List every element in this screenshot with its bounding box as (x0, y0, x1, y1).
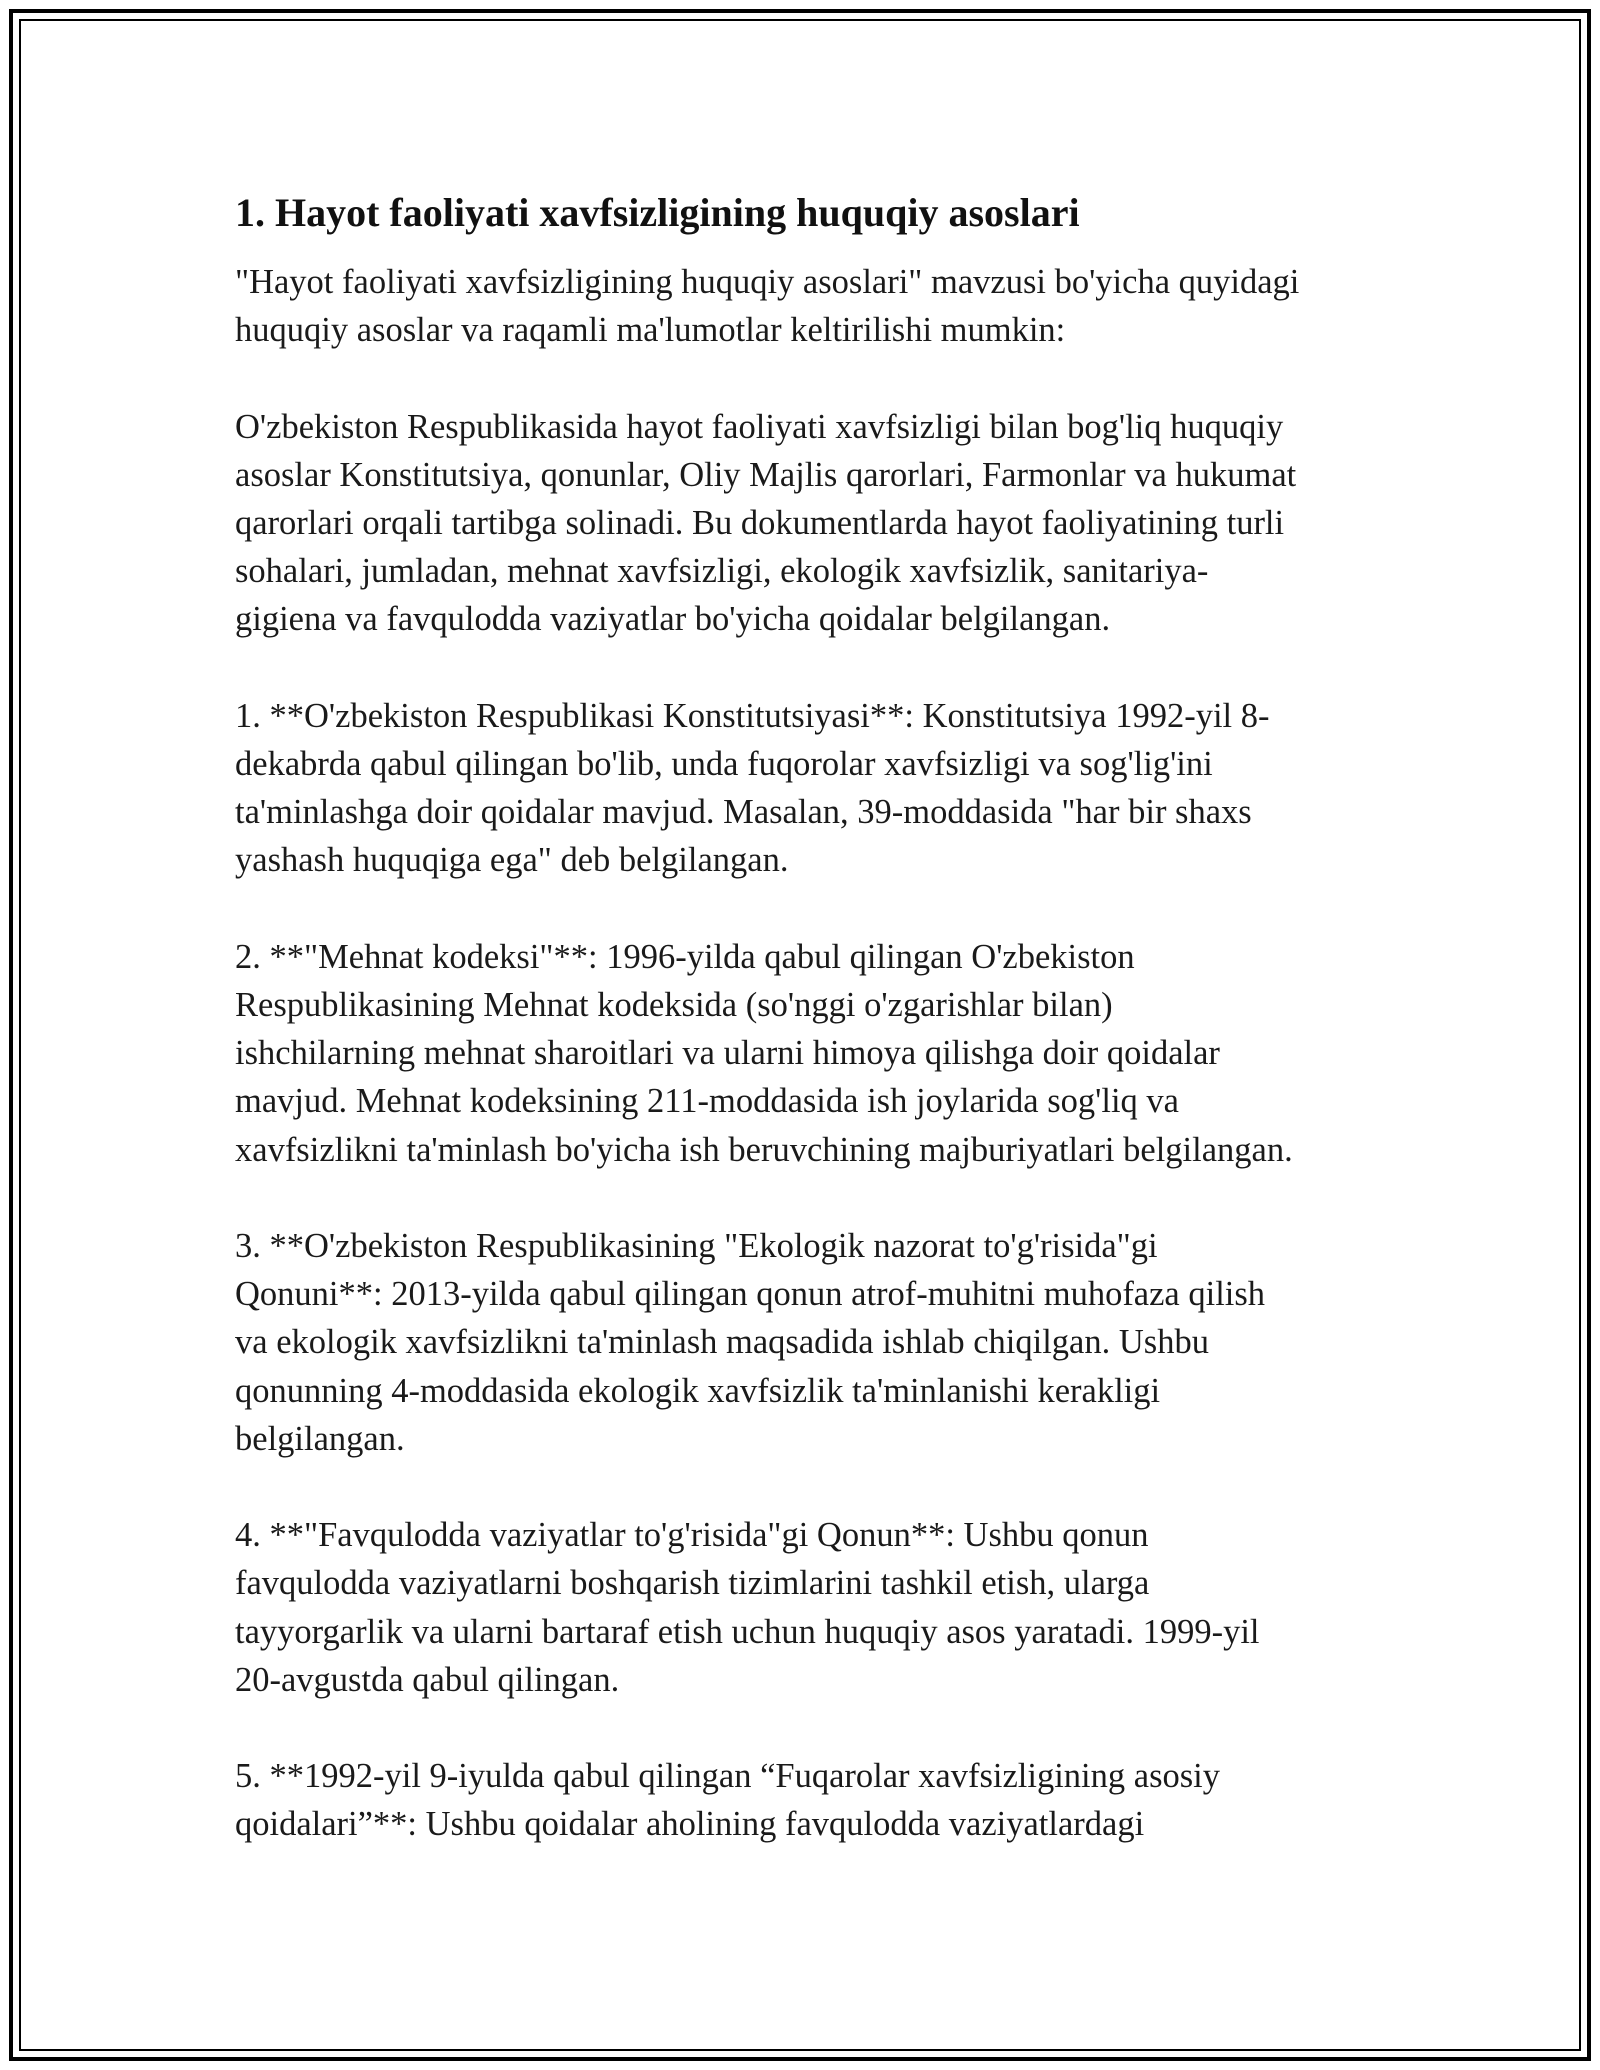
list-item-constitution: 1. **O'zbekiston Respublikasi Konstitutsiyasi**: Konstitutsiya 1992-yil 8- dekabrda qabul qilingan bo'lib, unda fuqorolar xavfsizligi va sog'lig'ini ta'minlashga doir qoidalar mavjud. Masalan, 39-moddasida "har bir shaxs yashash huquqiga ega" deb belgilangan. (235, 696, 1270, 880)
list-item-ecological-law: 3. **O'zbekiston Respublikasining "Ekologik nazorat to'g'risida"gi Qonuni**: 2013-yilda qabul qilingan qonun atrof-muhitni muhofaza qilish va ekologik xavfsizlikni ta'minlash maqsadida ishlab chiqilgan. Ushbu qonunning 4-moddasida ekologik xavfsizlik ta'minlanishi kerakligi belgilangan. (235, 1227, 1266, 1458)
overview-paragraph: O'zbekiston Respublikasida hayot faoliyati xavfsizligi bilan bog'liq huquqiy asoslar Konstitutsiya, qonunlar, Oliy Majlis qarorlari, Farmonlar va hukumat qarorlari orqali tartibga solinadi. Bu dokumentlarda hayot faoliyatining turli sohalari, jumladan, mehnat xavfsizligi, ekologik xavfsizlik, sanitariya- gigiena va favqulodda vaziyatlar bo'yicha qoidalar belgilangan. (235, 407, 1297, 639)
intro-paragraph: "Hayot faoliyati xavfsizligining huquqiy asoslari" mavzusi bo'yicha quyidagi huquqiy asoslar va raqamli ma'lumotlar keltirilishi mumkin: (235, 263, 1300, 350)
list-item-emergency-law: 4. **"Favqulodda vaziyatlar to'g'risida"gi Qonun**: Ushbu qonun favqulodda vaziyatlarni boshqarish tizimlarini tashkil etish, ularga tayyorgarlik va ularni bartaraf etish uchun huquqiy asos yaratadi. 1999-yil 20-avgustda qabul qilingan. (235, 1516, 1260, 1699)
document-body (235, 186, 1375, 1849)
document-title: 1. Hayot faoliyati xavfsizligining huquqiy asoslari (235, 190, 1080, 235)
list-item-civil-safety-rules: 5. **1992-yil 9-iyulda qabul qilingan “Fuqarolar xavfsizligining asosiy qoidalari”**: Ushbu qoidalar aholining favqulodda vaziyatlardagi (235, 1757, 1221, 1844)
list-item-labor-code: 2. **"Mehnat kodeksi"**: 1996-yilda qabul qilingan O'zbekiston Respublikasining Mehnat kodeksida (so'nggi o'zgarishlar bilan) ishchilarning mehnat sharoitlari va ularni himoya qilishga doir qoidalar mavjud. Mehnat kodeksining 211-moddasida ish joylarida sog'liq va xavfsizlikni ta'minlash bo'yicha ish beruvchining majburiyatlari belgilangan. (235, 937, 1293, 1169)
